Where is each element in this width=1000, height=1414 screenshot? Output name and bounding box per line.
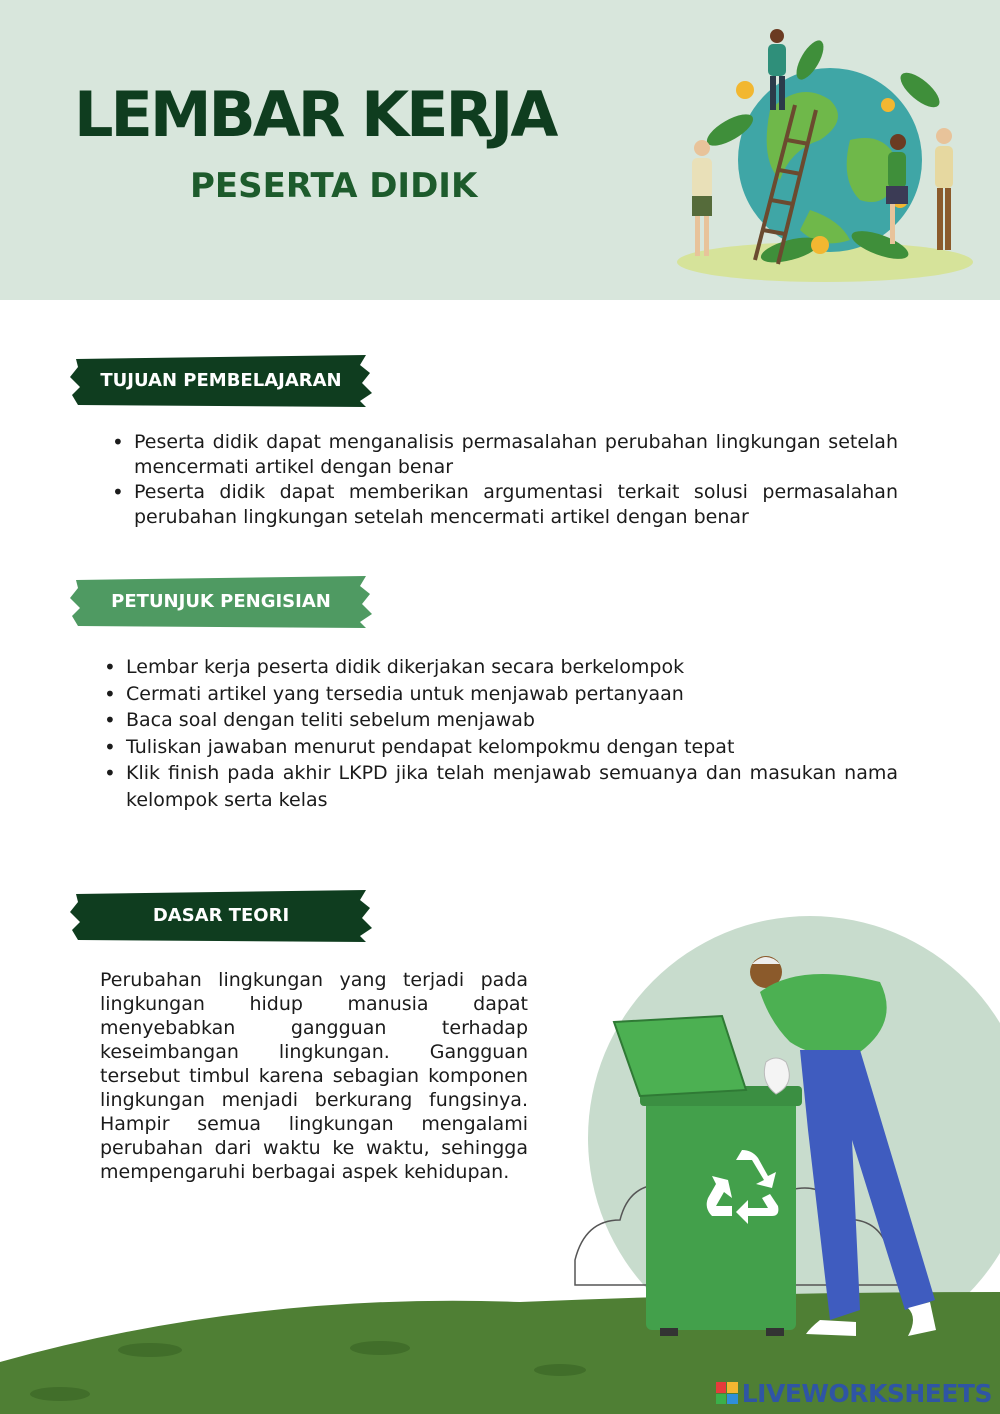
- section-label-theory: [70, 888, 372, 944]
- theory-paragraph: Perubahan lingkungan yang terjadi pada lingkungan hidup manusia dapat menyebabkan gangguan terhadap keseimbangan lingkungan. Gangguan tersebut timbul karena sebagian komponen lingkungan menjadi berkurang fungsinya. Hampir semua lingkungan mengalami perubahan dari waktu ke waktu, sehingga mempengaruhi berbagai aspek kehidupan.: [100, 969, 528, 1183]
- brand-squares-icon: [716, 1382, 738, 1404]
- brand-name: LIVEWORKSHEETS: [741, 1378, 992, 1408]
- section-label-text: DASAR TEORI: [152, 905, 290, 926]
- list-item: • Baca soal dengan teliti sebelum menjawab: [100, 707, 898, 734]
- list-item: • Cermati artikel yang tersedia untuk menjawab pertanyaan: [100, 681, 898, 708]
- globe-people-illustration: [670, 20, 980, 290]
- section-label-goals: [70, 353, 372, 409]
- page-subtitle: PESERTA DIDIK: [190, 166, 478, 206]
- instructions-list: [100, 654, 898, 813]
- section-label-instructions: [70, 574, 372, 630]
- page-title: LEMBAR KERJA: [74, 78, 556, 151]
- list-item: • Tuliskan jawaban menurut pendapat kelompokmu dengan tepat: [100, 734, 898, 761]
- list-item: • Lembar kerja peserta didik dikerjakan secara berkelompok: [100, 654, 898, 681]
- list-item: • Peserta didik dapat memberikan argumentasi terkait solusi permasalahan perubahan lingkungan setelah mencermati artikel dengan benar: [108, 480, 898, 530]
- liveworksheets-logo: [716, 1378, 992, 1408]
- list-item: • Klik finish pada akhir LKPD jika telah menjawab semuanya dan masukan nama kelompok serta kelas: [100, 760, 898, 813]
- list-item: • Peserta didik dapat menganalisis permasalahan perubahan lingkungan setelah mencermati artikel dengan benar: [108, 430, 898, 480]
- section-label-text: TUJUAN PEMBELAJARAN: [100, 370, 342, 391]
- section-label-text: PETUNJUK PENGISIAN: [111, 591, 331, 612]
- goals-list: [108, 430, 898, 530]
